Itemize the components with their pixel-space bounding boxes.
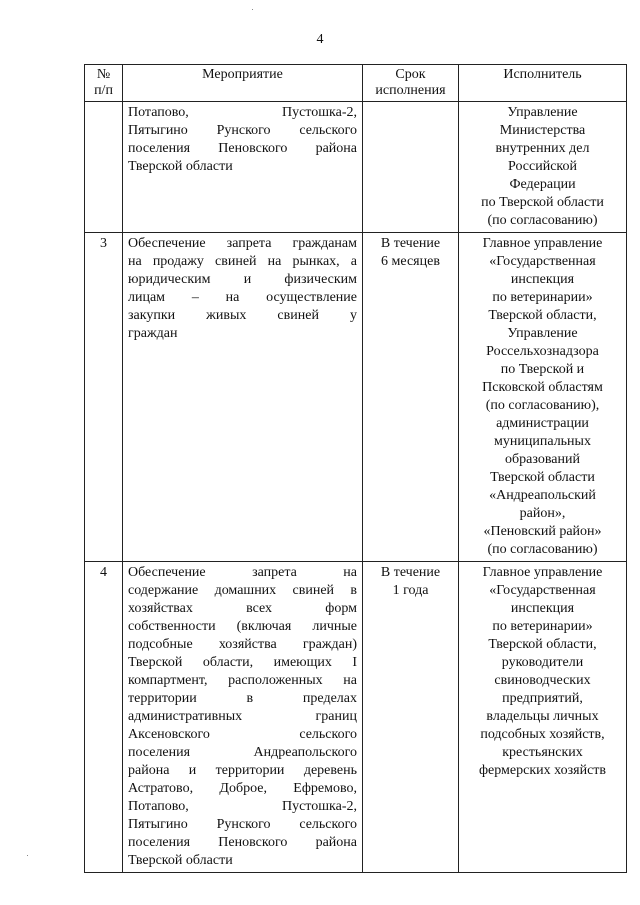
term-line: В течение — [380, 236, 441, 251]
executor-line: (по согласованию), — [485, 398, 600, 413]
executor-line: Главное управление — [482, 565, 603, 580]
executor-line: фермерских хозяйств — [478, 763, 607, 778]
executor-line: Тверской области, — [488, 308, 597, 323]
activity-line: Тверской области, имеющих I — [128, 655, 357, 670]
executor-line: Управление — [507, 105, 578, 120]
activity-line: поселения Андреапольского — [128, 745, 357, 760]
activity-line: Потапово, Пустошка-2, — [128, 105, 357, 120]
executor-line: владельцы личных — [486, 709, 599, 724]
executor-cell — [459, 102, 627, 233]
activity-cell — [123, 233, 363, 562]
term-line: 6 месяцев — [381, 254, 440, 269]
activity-line: Потапово, Пустошка-2, — [128, 799, 357, 814]
executor-line: руководители — [501, 655, 584, 670]
executor-line: Российской — [508, 159, 577, 174]
executor-line: по Тверской области — [481, 195, 604, 210]
executor-cell — [459, 562, 627, 873]
executor-line: (по согласованию) — [487, 542, 598, 557]
executor-line: Управление — [507, 326, 578, 341]
executor-line: крестьянских — [502, 745, 583, 760]
header-term-line: Срок — [395, 67, 426, 82]
activity-line: подсобные хозяйства граждан) — [128, 637, 357, 652]
row-number: 3 — [85, 233, 123, 562]
executor-line: образований — [505, 452, 580, 467]
executor-line: «Государственная — [489, 254, 596, 269]
executor-line: Тверской области — [490, 470, 595, 485]
table-body — [85, 102, 627, 873]
executor-line: инспекция — [510, 272, 575, 287]
activity-line: Пятыгино Рунского сельского — [128, 123, 357, 138]
activity-line: граждан — [128, 326, 178, 341]
header-term — [363, 65, 459, 102]
activity-line: поселения Пеновского района — [128, 141, 357, 156]
executor-line: инспекция — [510, 601, 575, 616]
term-line: В течение — [380, 565, 441, 580]
header-row — [85, 65, 627, 102]
executor-line: район», — [519, 506, 566, 521]
executor-line: по ветеринарии» — [492, 290, 593, 305]
executor-line: Тверской области, — [488, 637, 597, 652]
table-header — [85, 65, 627, 102]
term-cell — [363, 562, 459, 873]
table-row — [85, 233, 627, 562]
row-number — [85, 102, 123, 233]
activity-line: Тверской области — [128, 159, 233, 174]
executor-line: по Тверской и — [500, 362, 585, 377]
executor-line: администрации — [496, 416, 589, 431]
header-term-line: исполнения — [375, 83, 446, 98]
executor-line: «Государственная — [489, 583, 596, 598]
activity-line: Астратово, Доброе, Ефремово, — [128, 781, 357, 796]
term-cell — [363, 233, 459, 562]
header-activity: Мероприятие — [123, 65, 363, 102]
activity-line: Обеспечение запрета на — [128, 565, 357, 580]
activity-line: района и территории деревень — [128, 763, 357, 778]
table-row — [85, 102, 627, 233]
executor-cell — [459, 233, 627, 562]
executor-line: внутренних дел — [495, 141, 590, 156]
executor-line: по ветеринарии» — [492, 619, 593, 634]
activity-line: территории в пределах — [128, 691, 357, 706]
executor-line: подсобных хозяйств, — [480, 727, 605, 742]
header-number-line: № — [96, 67, 111, 82]
activity-line: хозяйствах всех форм — [128, 601, 357, 616]
executor-line: «Пеновский район» — [483, 524, 602, 539]
executor-line: свиноводческих — [494, 673, 591, 688]
executor-line: «Андреапольский — [489, 488, 596, 503]
scan-speck — [252, 9, 253, 10]
activity-line: закупки живых свиней у — [128, 308, 357, 323]
header-number-line: п/п — [94, 83, 113, 98]
executor-line: Россельхознадзора — [486, 344, 599, 359]
executor-line: предприятий, — [502, 691, 583, 706]
executor-line: муниципальных — [494, 434, 591, 449]
activity-line: собственности (включая личные — [128, 619, 357, 634]
activity-line: Тверской области — [128, 853, 233, 868]
header-executor: Исполнитель — [459, 65, 627, 102]
activity-cell — [123, 562, 363, 873]
activity-line: Пятыгино Рунского сельского — [128, 817, 357, 832]
page-number: 4 — [316, 32, 324, 47]
table-row — [85, 562, 627, 873]
term-cell — [363, 102, 459, 233]
activity-line: юридическим и физическим — [128, 272, 357, 287]
term-line: 1 года — [392, 583, 429, 598]
activity-line: компартмент, расположенных на — [128, 673, 357, 688]
scan-speck — [27, 855, 28, 856]
row-number: 4 — [85, 562, 123, 873]
executor-line: Главное управление — [482, 236, 603, 251]
executor-line: Федерации — [509, 177, 576, 192]
events-table — [84, 64, 627, 873]
activity-line: лицам – на осуществление — [128, 290, 357, 305]
activity-line: административных границ — [128, 709, 357, 724]
executor-line: (по согласованию) — [487, 213, 598, 228]
activity-line: на продажу свиней на рынках, а — [128, 254, 357, 269]
activity-cell — [123, 102, 363, 233]
activity-line: Обеспечение запрета гражданам — [128, 236, 357, 251]
activity-line: поселения Пеновского района — [128, 835, 357, 850]
executor-line: Министерства — [499, 123, 586, 138]
executor-line: Псковской областям — [482, 380, 603, 395]
activity-line: Аксеновского сельского — [128, 727, 357, 742]
activity-line: содержание домашних свиней в — [128, 583, 357, 598]
header-number — [85, 65, 123, 102]
